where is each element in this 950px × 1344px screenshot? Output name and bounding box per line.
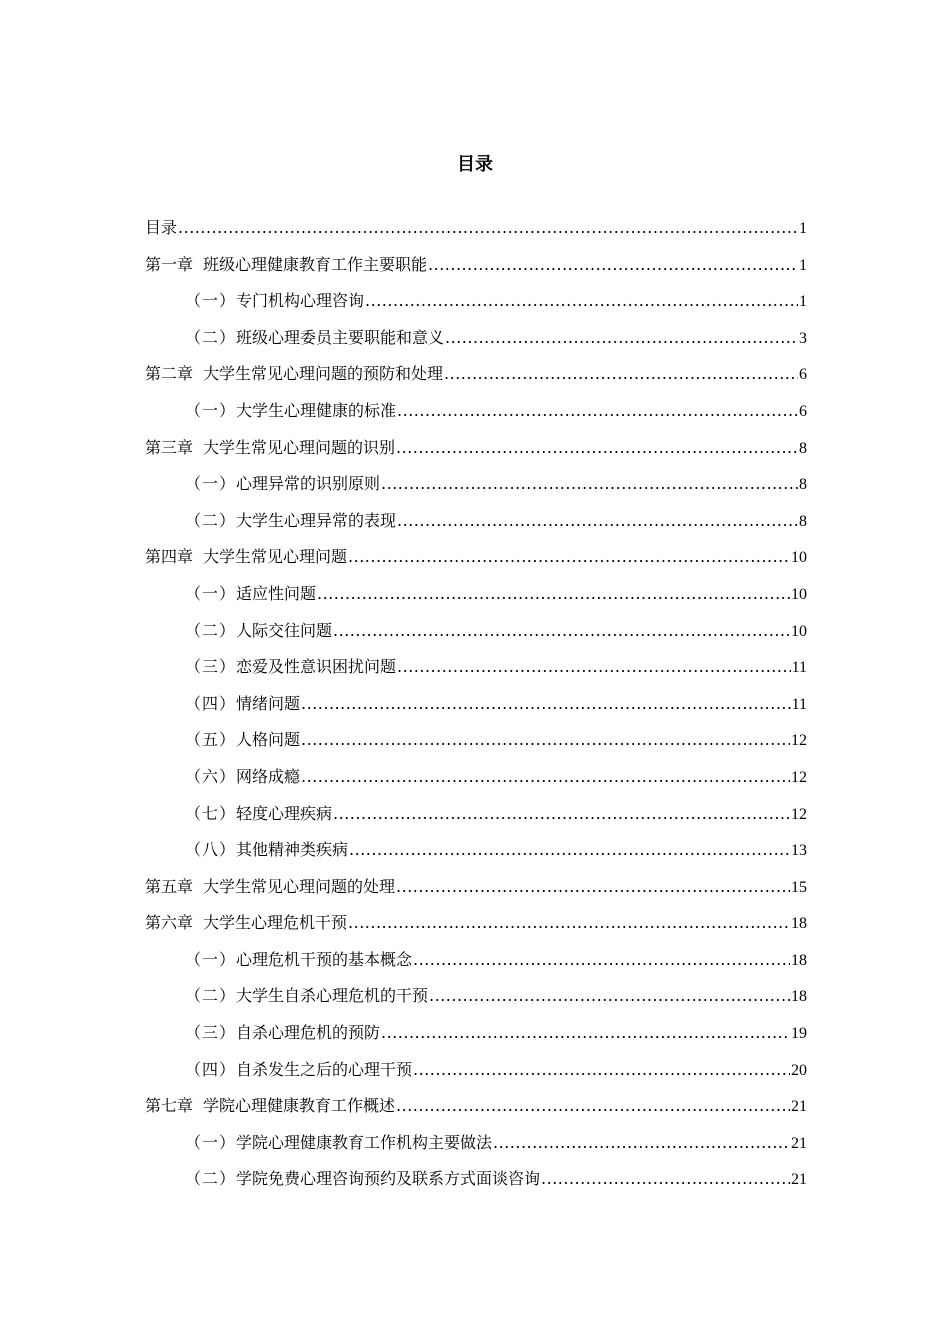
toc-dot-leader (349, 832, 790, 869)
toc-page-number: 10 (791, 585, 807, 603)
toc-entry-marker: （五） (185, 730, 237, 750)
toc-entry-section[interactable] (145, 759, 807, 796)
toc-entry-marker: 第六章 (145, 913, 194, 933)
toc-dot-leader (333, 796, 790, 833)
toc-entry-chapter[interactable] (145, 539, 807, 576)
toc-entry-text: 大学生心理健康的标准 (236, 400, 397, 420)
toc-entry-marker: （二） (185, 620, 237, 640)
toc-entry-text: 学院心理健康教育工作机构主要做法 (236, 1132, 493, 1152)
toc-entry-chapter[interactable] (145, 430, 807, 467)
toc-page-number: 6 (799, 366, 807, 384)
toc-entry-text: 专门机构心理咨询 (236, 291, 365, 311)
toc-entry-marker: 第七章 (145, 1096, 194, 1116)
toc-page-number: 15 (791, 878, 807, 896)
toc-entry-marker: （一） (185, 1132, 237, 1152)
toc-page-number: 10 (791, 549, 807, 567)
toc-entry-section[interactable] (145, 1015, 807, 1052)
toc-dot-leader (317, 576, 790, 613)
toc-entry-text: 学院免费心理咨询预约及联系方式面谈咨询 (236, 1169, 541, 1189)
toc-entry-text: 大学生常见心理问题 (203, 547, 348, 567)
toc-dot-leader (348, 539, 790, 576)
toc-page-number: 11 (791, 695, 807, 713)
toc-page-number: 12 (791, 732, 807, 750)
toc-page-number: 10 (791, 622, 807, 640)
toc-dot-leader (444, 356, 798, 393)
toc-dot-leader (413, 1052, 790, 1089)
toc-entry-chapter[interactable] (145, 247, 807, 284)
toc-entry-marker: （一） (185, 291, 237, 311)
toc-entry-marker: （一） (185, 474, 237, 494)
toc-entry-marker: 第五章 (145, 876, 194, 896)
toc-dot-leader (178, 210, 798, 247)
toc-entry-marker: （二） (185, 986, 237, 1006)
toc-entry-text: 大学生自杀心理危机的干预 (236, 986, 429, 1006)
toc-dot-leader (397, 393, 798, 430)
toc-entry-chapter[interactable] (145, 210, 807, 247)
toc-dot-leader (445, 320, 798, 357)
toc-entry-section[interactable] (145, 576, 807, 613)
toc-dot-leader (301, 759, 790, 796)
toc-entry-text: 目录 (145, 218, 178, 237)
toc-dot-leader (333, 613, 790, 650)
toc-entry-text: 心理危机干预的基本概念 (236, 949, 413, 969)
toc-entry-section[interactable] (145, 320, 807, 357)
toc-entry-text: 大学生常见心理问题的处理 (203, 876, 396, 896)
toc-entry-section[interactable] (145, 503, 807, 540)
toc-entry-marker: （七） (185, 803, 237, 823)
toc-entry-marker: 第一章 (145, 254, 194, 274)
toc-page-number: 1 (799, 220, 807, 237)
toc-dot-leader (396, 1088, 790, 1125)
toc-page-number: 18 (791, 951, 807, 969)
toc-page-number: 13 (791, 842, 807, 860)
toc-entry-marker: 第四章 (145, 547, 194, 567)
toc-entry-section[interactable] (145, 686, 807, 723)
toc-page-number: 8 (799, 439, 807, 457)
toc-entry-marker: 第二章 (145, 364, 194, 384)
toc-entry-marker: （八） (185, 840, 237, 860)
toc-page-number: 1 (799, 256, 807, 274)
toc-entry-section[interactable] (145, 1052, 807, 1089)
toc-page-number: 12 (791, 768, 807, 786)
toc-list (145, 210, 807, 1198)
toc-entry-text: 自杀发生之后的心理干预 (236, 1059, 413, 1079)
toc-title: 目录 (457, 154, 493, 175)
toc-entry-section[interactable] (145, 1125, 807, 1162)
toc-dot-leader (381, 1015, 790, 1052)
toc-entry-text: 心理异常的识别原则 (236, 474, 381, 494)
toc-entry-text: 学院心理健康教育工作概述 (203, 1096, 396, 1116)
toc-entry-marker: （二） (185, 327, 237, 347)
toc-entry-text: 大学生心理异常的表现 (236, 510, 397, 530)
toc-dot-leader (397, 503, 798, 540)
toc-page-number: 1 (799, 293, 807, 311)
toc-dot-leader (428, 247, 798, 284)
toc-dot-leader (365, 283, 798, 320)
toc-entry-marker: （二） (185, 510, 237, 530)
toc-dot-leader (301, 686, 791, 723)
toc-entry-section[interactable] (145, 613, 807, 650)
toc-entry-section[interactable] (145, 942, 807, 979)
toc-dot-leader (301, 722, 790, 759)
toc-page-number: 6 (799, 402, 807, 420)
toc-dot-leader (396, 430, 798, 467)
toc-entry-chapter[interactable] (145, 356, 807, 393)
toc-entry-text: 班级心理健康教育工作主要职能 (203, 254, 428, 274)
toc-entry-text: 人格问题 (236, 730, 301, 750)
toc-dot-leader (493, 1125, 790, 1162)
toc-entry-marker: 第三章 (145, 437, 194, 457)
toc-entry-text: 人际交往问题 (236, 620, 333, 640)
toc-page-number: 11 (791, 659, 807, 677)
toc-entry-marker: （六） (185, 766, 237, 786)
toc-dot-leader (381, 466, 798, 503)
toc-entry-text: 班级心理委员主要职能和意义 (236, 327, 445, 347)
toc-page-number: 19 (791, 1025, 807, 1043)
toc-entry-chapter[interactable] (145, 905, 807, 942)
toc-entry-section[interactable] (145, 722, 807, 759)
toc-page-number: 18 (791, 988, 807, 1006)
toc-page-number: 18 (791, 915, 807, 933)
toc-entry-section[interactable] (145, 796, 807, 833)
toc-dot-leader (541, 1161, 790, 1198)
toc-entry-text: 大学生心理危机干预 (203, 913, 348, 933)
toc-entry-marker: （四） (185, 1059, 237, 1079)
toc-entry-section[interactable] (145, 1161, 807, 1198)
toc-entry-text: 大学生常见心理问题的预防和处理 (203, 364, 444, 384)
toc-entry-marker: （三） (185, 1023, 237, 1043)
toc-entry-text: 其他精神类疾病 (236, 840, 349, 860)
toc-entry-marker: （一） (185, 583, 237, 603)
toc-entry-text: 恋爱及性意识困扰问题 (236, 657, 397, 677)
toc-entry-text: 大学生常见心理问题的识别 (203, 437, 396, 457)
toc-page-number: 12 (791, 805, 807, 823)
toc-dot-leader (397, 649, 791, 686)
toc-entry-marker: （一） (185, 400, 237, 420)
toc-page-number: 21 (791, 1098, 807, 1116)
toc-entry-section[interactable] (145, 283, 807, 320)
toc-entry-text: 自杀心理危机的预防 (236, 1023, 381, 1043)
toc-entry-section[interactable] (145, 466, 807, 503)
toc-page-number: 8 (799, 512, 807, 530)
toc-page-number: 20 (791, 1061, 807, 1079)
toc-page-number: 3 (799, 329, 807, 347)
toc-entry-marker: （四） (185, 693, 237, 713)
toc-entry-marker: （二） (185, 1169, 237, 1189)
toc-page-number: 8 (799, 476, 807, 494)
toc-entry-chapter[interactable] (145, 869, 807, 906)
toc-entry-text: 情绪问题 (236, 693, 301, 713)
toc-entry-marker: （三） (185, 657, 237, 677)
toc-entry-text: 轻度心理疾病 (236, 803, 333, 823)
toc-entry-chapter[interactable] (145, 1088, 807, 1125)
toc-entry-section[interactable] (145, 978, 807, 1015)
toc-dot-leader (413, 942, 790, 979)
toc-entry-text: 适应性问题 (236, 583, 317, 603)
toc-dot-leader (429, 978, 790, 1015)
toc-dot-leader (396, 869, 790, 906)
toc-entry-text: 网络成瘾 (236, 766, 301, 786)
toc-page-number: 21 (791, 1134, 807, 1152)
toc-dot-leader (348, 905, 790, 942)
toc-entry-section[interactable] (145, 393, 807, 430)
toc-entry-marker: （一） (185, 949, 237, 969)
toc-page-number: 21 (791, 1171, 807, 1189)
toc-entry-section[interactable] (145, 832, 807, 869)
toc-entry-section[interactable] (145, 649, 807, 686)
